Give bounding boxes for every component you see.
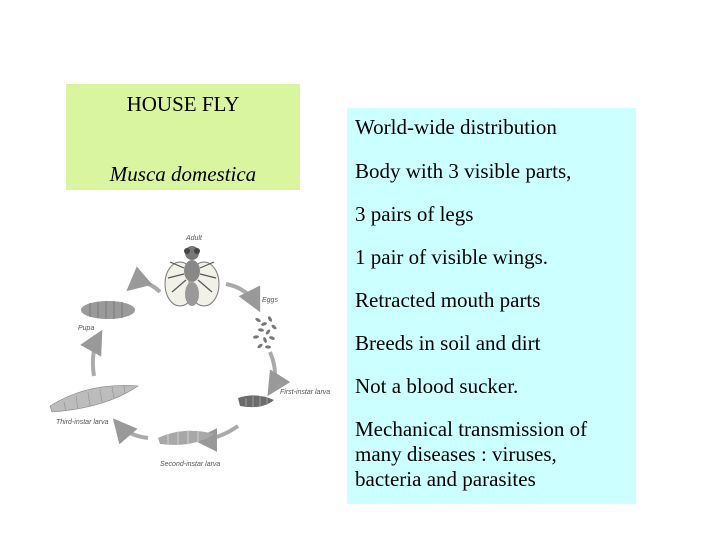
eggs-cluster (253, 316, 278, 350)
pupa (81, 301, 135, 319)
label-third-instar: Third-instar larva (56, 419, 109, 426)
facts-box (347, 108, 636, 504)
adult-fly (165, 246, 219, 306)
arrow-back-to-pupa (93, 334, 100, 376)
label-pupa: Pupa (78, 325, 95, 332)
fact-wings: 1 pair of visible wings. (355, 245, 549, 269)
scientific-name: Musca domestica (109, 162, 257, 186)
fly-lifecycle-diagram (48, 226, 340, 476)
title-box (66, 84, 300, 190)
fact-not-blood-sucker: Not a blood sucker. (355, 374, 519, 398)
first-instar-larva (238, 395, 274, 407)
fact-mouth-parts: Retracted mouth parts (355, 288, 541, 312)
fact-disease-transmission: Mechanical transmission of many diseases : viruses, bacteria and parasites (355, 417, 588, 491)
label-first-instar: First-instar larva (280, 389, 331, 396)
fact-distribution: World-wide distribution (355, 115, 557, 139)
fact-legs: 3 pairs of legs (355, 202, 474, 226)
arrow-to-eggs (226, 284, 258, 308)
common-name: HOUSE FLY (126, 92, 240, 116)
arrow-to-first-instar (270, 352, 275, 392)
arrow-to-third-instar (116, 422, 148, 438)
fact-breeding: Breeds in soil and dirt (355, 331, 541, 355)
label-eggs: Eggs (262, 297, 278, 304)
fact-body-parts: Body with 3 visible parts, (355, 159, 572, 183)
label-adult: Adult (186, 235, 202, 242)
second-instar-larva (158, 430, 214, 445)
arrow-to-pupa (130, 283, 160, 292)
label-second-instar: Second-instar larva (160, 461, 221, 468)
third-instar-larva (50, 385, 138, 412)
